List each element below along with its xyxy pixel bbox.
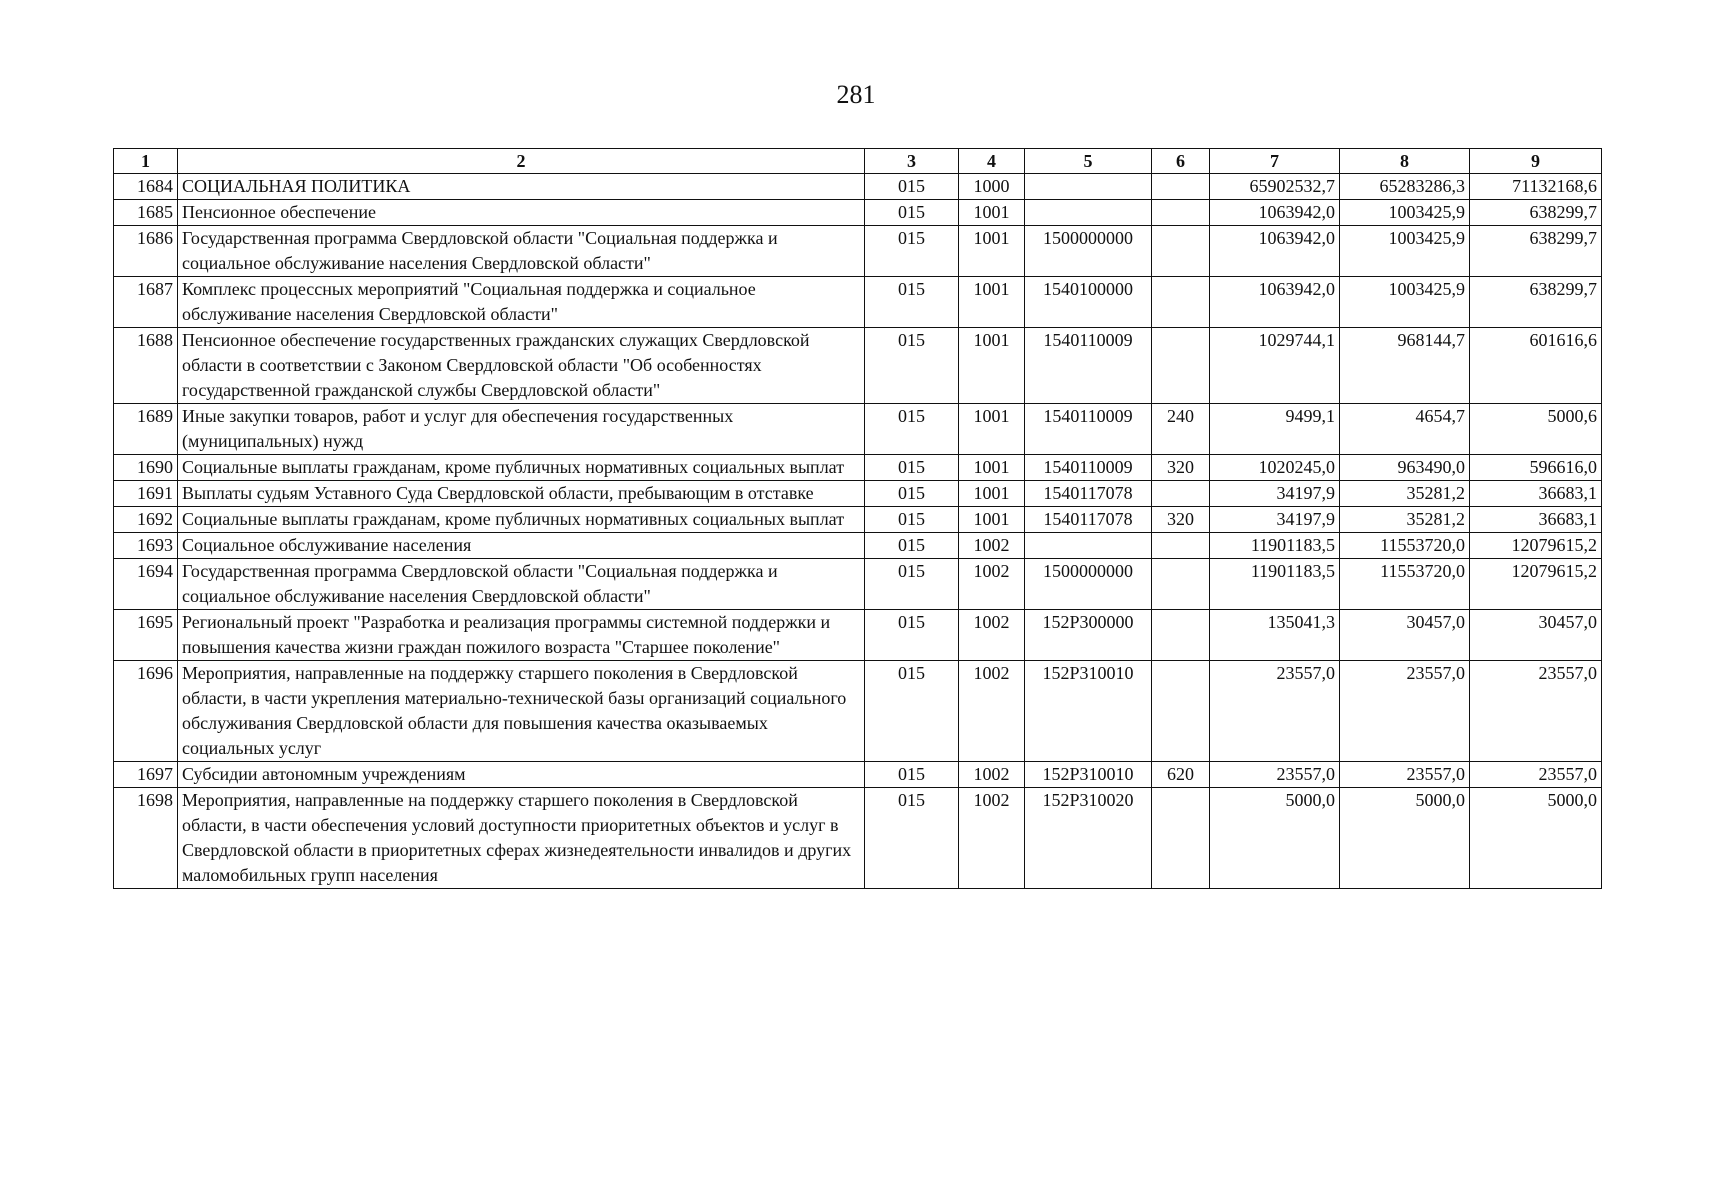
section-code-cell: 1001	[959, 328, 1025, 404]
amount-cell: 963490,0	[1340, 455, 1470, 481]
row-number-cell: 1692	[114, 507, 178, 533]
amount-cell: 34197,9	[1210, 507, 1340, 533]
ministry-code-cell: 015	[865, 455, 959, 481]
target-code-cell: 1540100000	[1025, 277, 1152, 328]
expense-type-cell	[1152, 533, 1210, 559]
ministry-code-cell: 015	[865, 559, 959, 610]
target-code-cell: 1540117078	[1025, 481, 1152, 507]
target-code-cell	[1025, 200, 1152, 226]
ministry-code-cell: 015	[865, 328, 959, 404]
column-header: 1	[114, 149, 178, 174]
amount-cell: 135041,3	[1210, 610, 1340, 661]
amount-cell: 23557,0	[1340, 762, 1470, 788]
target-code-cell: 1500000000	[1025, 226, 1152, 277]
row-number-cell: 1687	[114, 277, 178, 328]
target-code-cell	[1025, 174, 1152, 200]
ministry-code-cell: 015	[865, 200, 959, 226]
budget-table	[113, 148, 1602, 889]
amount-cell: 968144,7	[1340, 328, 1470, 404]
column-header: 7	[1210, 149, 1340, 174]
amount-cell: 1003425,9	[1340, 226, 1470, 277]
amount-cell: 23557,0	[1470, 661, 1602, 762]
amount-cell: 65283286,3	[1340, 174, 1470, 200]
section-code-cell: 1001	[959, 200, 1025, 226]
section-code-cell: 1001	[959, 455, 1025, 481]
row-number-cell: 1689	[114, 404, 178, 455]
target-code-cell	[1025, 533, 1152, 559]
amount-cell: 30457,0	[1340, 610, 1470, 661]
section-code-cell: 1002	[959, 762, 1025, 788]
section-code-cell: 1001	[959, 404, 1025, 455]
target-code-cell: 1540110009	[1025, 328, 1152, 404]
amount-cell: 5000,6	[1470, 404, 1602, 455]
expense-type-cell	[1152, 661, 1210, 762]
table-row	[114, 328, 1602, 404]
expense-type-cell	[1152, 174, 1210, 200]
amount-cell: 1063942,0	[1210, 226, 1340, 277]
row-number-cell: 1694	[114, 559, 178, 610]
ministry-code-cell: 015	[865, 277, 959, 328]
expense-type-cell	[1152, 200, 1210, 226]
amount-cell: 23557,0	[1340, 661, 1470, 762]
section-code-cell: 1001	[959, 507, 1025, 533]
column-header: 5	[1025, 149, 1152, 174]
table-row	[114, 226, 1602, 277]
section-code-cell: 1000	[959, 174, 1025, 200]
row-name-cell: Региональный проект "Разработка и реализация программы системной поддержки и повышения качества жизни граждан пожилого возраста "Старшее поколение"	[178, 610, 865, 661]
row-number-cell: 1698	[114, 788, 178, 889]
row-number-cell: 1690	[114, 455, 178, 481]
ministry-code-cell: 015	[865, 533, 959, 559]
row-number-cell: 1688	[114, 328, 178, 404]
column-header: 6	[1152, 149, 1210, 174]
table-body	[114, 174, 1602, 889]
section-code-cell: 1001	[959, 481, 1025, 507]
expense-type-cell: 620	[1152, 762, 1210, 788]
row-number-cell: 1686	[114, 226, 178, 277]
amount-cell: 1020245,0	[1210, 455, 1340, 481]
amount-cell: 1063942,0	[1210, 200, 1340, 226]
amount-cell: 35281,2	[1340, 481, 1470, 507]
table-row	[114, 277, 1602, 328]
ministry-code-cell: 015	[865, 481, 959, 507]
ministry-code-cell: 015	[865, 661, 959, 762]
row-name-cell: Государственная программа Свердловской области "Социальная поддержка и социальное обслуживание населения Свердловской области"	[178, 559, 865, 610]
amount-cell: 11553720,0	[1340, 559, 1470, 610]
table-row	[114, 481, 1602, 507]
amount-cell: 71132168,6	[1470, 174, 1602, 200]
amount-cell: 36683,1	[1470, 481, 1602, 507]
target-code-cell: 1540117078	[1025, 507, 1152, 533]
expense-type-cell	[1152, 481, 1210, 507]
ministry-code-cell: 015	[865, 507, 959, 533]
amount-cell: 12079615,2	[1470, 533, 1602, 559]
ministry-code-cell: 015	[865, 762, 959, 788]
expense-type-cell	[1152, 226, 1210, 277]
row-name-cell: Мероприятия, направленные на поддержку старшего поколения в Свердловской области, в части обеспечения условий доступности приоритетных объектов и услуг в Свердловской области в приоритетных сферах жизнедеятельности инвалидов и других маломобильных групп населения	[178, 788, 865, 889]
target-code-cell: 1540110009	[1025, 404, 1152, 455]
section-code-cell: 1002	[959, 559, 1025, 610]
expense-type-cell	[1152, 559, 1210, 610]
column-header: 9	[1470, 149, 1602, 174]
row-number-cell: 1696	[114, 661, 178, 762]
table-row	[114, 533, 1602, 559]
table-row	[114, 404, 1602, 455]
row-number-cell: 1684	[114, 174, 178, 200]
row-name-cell: Пенсионное обеспечение государственных гражданских служащих Свердловской области в соответствии с Законом Свердловской области "Об особенностях государственной гражданской службы Свердловской области"	[178, 328, 865, 404]
column-header: 3	[865, 149, 959, 174]
amount-cell: 11901183,5	[1210, 559, 1340, 610]
amount-cell: 65902532,7	[1210, 174, 1340, 200]
amount-cell: 596616,0	[1470, 455, 1602, 481]
table-row	[114, 200, 1602, 226]
expense-type-cell: 240	[1152, 404, 1210, 455]
row-number-cell: 1695	[114, 610, 178, 661]
target-code-cell: 1540110009	[1025, 455, 1152, 481]
amount-cell: 1063942,0	[1210, 277, 1340, 328]
amount-cell: 11553720,0	[1340, 533, 1470, 559]
row-name-cell: Мероприятия, направленные на поддержку старшего поколения в Свердловской области, в части укрепления материально-технической базы организаций социального обслуживания Свердловской области для повышения качества оказываемых социальных услуг	[178, 661, 865, 762]
row-name-cell: Субсидии автономным учреждениям	[178, 762, 865, 788]
amount-cell: 1003425,9	[1340, 277, 1470, 328]
section-code-cell: 1002	[959, 533, 1025, 559]
row-name-cell: Государственная программа Свердловской области "Социальная поддержка и социальное обслуживание населения Свердловской области"	[178, 226, 865, 277]
amount-cell: 23557,0	[1210, 661, 1340, 762]
section-code-cell: 1002	[959, 788, 1025, 889]
amount-cell: 5000,0	[1340, 788, 1470, 889]
amount-cell: 638299,7	[1470, 277, 1602, 328]
section-code-cell: 1002	[959, 661, 1025, 762]
row-name-cell: СОЦИАЛЬНАЯ ПОЛИТИКА	[178, 174, 865, 200]
section-code-cell: 1001	[959, 277, 1025, 328]
row-name-cell: Социальное обслуживание населения	[178, 533, 865, 559]
column-header: 2	[178, 149, 865, 174]
target-code-cell: 152P310020	[1025, 788, 1152, 889]
table-row	[114, 507, 1602, 533]
expense-type-cell	[1152, 277, 1210, 328]
row-name-cell: Социальные выплаты гражданам, кроме публичных нормативных социальных выплат	[178, 455, 865, 481]
amount-cell: 23557,0	[1470, 762, 1602, 788]
table-row	[114, 661, 1602, 762]
row-number-cell: 1693	[114, 533, 178, 559]
ministry-code-cell: 015	[865, 404, 959, 455]
amount-cell: 638299,7	[1470, 200, 1602, 226]
row-number-cell: 1685	[114, 200, 178, 226]
row-name-cell: Социальные выплаты гражданам, кроме публичных нормативных социальных выплат	[178, 507, 865, 533]
amount-cell: 35281,2	[1340, 507, 1470, 533]
amount-cell: 36683,1	[1470, 507, 1602, 533]
amount-cell: 638299,7	[1470, 226, 1602, 277]
amount-cell: 34197,9	[1210, 481, 1340, 507]
column-header: 8	[1340, 149, 1470, 174]
expense-type-cell	[1152, 328, 1210, 404]
amount-cell: 1029744,1	[1210, 328, 1340, 404]
table-row	[114, 174, 1602, 200]
ministry-code-cell: 015	[865, 788, 959, 889]
amount-cell: 9499,1	[1210, 404, 1340, 455]
amount-cell: 30457,0	[1470, 610, 1602, 661]
ministry-code-cell: 015	[865, 226, 959, 277]
amount-cell: 601616,6	[1470, 328, 1602, 404]
section-code-cell: 1002	[959, 610, 1025, 661]
target-code-cell: 1500000000	[1025, 559, 1152, 610]
table-row	[114, 610, 1602, 661]
amount-cell: 5000,0	[1210, 788, 1340, 889]
amount-cell: 5000,0	[1470, 788, 1602, 889]
row-name-cell: Комплекс процессных мероприятий "Социальная поддержка и социальное обслуживание населения Свердловской области"	[178, 277, 865, 328]
expense-type-cell: 320	[1152, 507, 1210, 533]
amount-cell: 12079615,2	[1470, 559, 1602, 610]
target-code-cell: 152P310010	[1025, 762, 1152, 788]
header-row	[114, 149, 1602, 174]
ministry-code-cell: 015	[865, 610, 959, 661]
amount-cell: 23557,0	[1210, 762, 1340, 788]
table-row	[114, 762, 1602, 788]
expense-type-cell: 320	[1152, 455, 1210, 481]
row-number-cell: 1697	[114, 762, 178, 788]
amount-cell: 1003425,9	[1340, 200, 1470, 226]
amount-cell: 4654,7	[1340, 404, 1470, 455]
row-number-cell: 1691	[114, 481, 178, 507]
row-name-cell: Пенсионное обеспечение	[178, 200, 865, 226]
row-name-cell: Выплаты судьям Уставного Суда Свердловской области, пребывающим в отставке	[178, 481, 865, 507]
target-code-cell: 152P310010	[1025, 661, 1152, 762]
page-number: 281	[836, 80, 876, 109]
column-header: 4	[959, 149, 1025, 174]
expense-type-cell	[1152, 610, 1210, 661]
table-row	[114, 788, 1602, 889]
row-name-cell: Иные закупки товаров, работ и услуг для обеспечения государственных (муниципальных) нужд	[178, 404, 865, 455]
table-row	[114, 455, 1602, 481]
table-row	[114, 559, 1602, 610]
expense-type-cell	[1152, 788, 1210, 889]
section-code-cell: 1001	[959, 226, 1025, 277]
amount-cell: 11901183,5	[1210, 533, 1340, 559]
ministry-code-cell: 015	[865, 174, 959, 200]
target-code-cell: 152P300000	[1025, 610, 1152, 661]
